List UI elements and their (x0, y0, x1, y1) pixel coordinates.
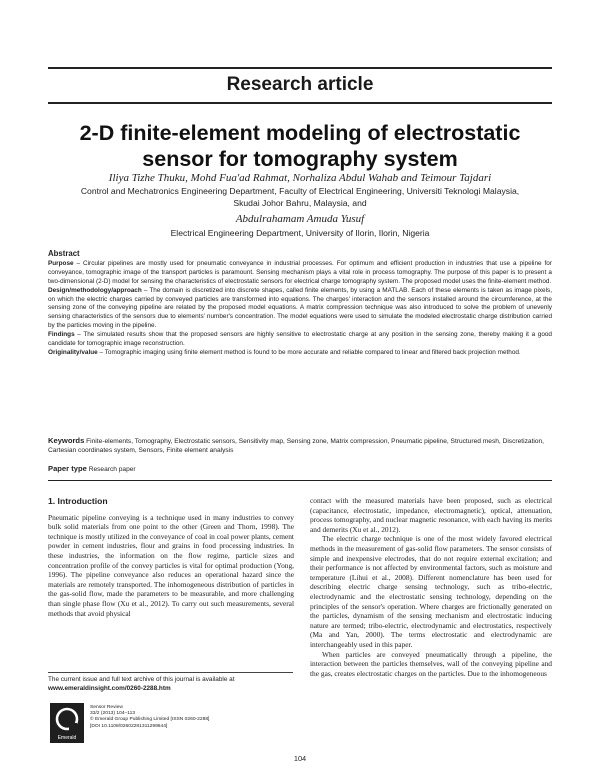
affiliation-2: Electrical Engineering Department, University of Ilorin, Ilorin, Nigeria (170, 228, 430, 238)
footnote-rule (48, 672, 293, 673)
left-column (48, 497, 294, 618)
paper-type-value: Research paper (88, 466, 136, 473)
paper-title (48, 120, 552, 172)
emerald-logo-icon (50, 703, 84, 743)
section-heading: 1. Introduction (48, 496, 108, 506)
journal-info (90, 705, 209, 730)
logo-label: Emerald (57, 735, 77, 741)
originality-label: Originality/value (48, 348, 98, 356)
author-list-2: Abdulrahamam Amuda Yusuf (235, 213, 365, 225)
originality-text: – Tomographic imaging using finite element method is found to be more accurate and reliable compared to linear and filtered back projection method. (97, 348, 521, 356)
title-line-1: 2-D finite-element modeling of electrostatic (79, 121, 521, 145)
footnote (48, 676, 298, 694)
journal-volume: 33/2 (2013) 104–113 (90, 711, 136, 717)
journal-name: Sensor Review (90, 705, 123, 710)
affiliation-1 (70, 185, 530, 209)
emerald-logo (50, 703, 84, 743)
page-number: 104 (293, 754, 307, 763)
intro-paragraph-4: When particles are conveyed pneumatically through a pipeline, the interaction between the particles themselves, wall of the conveying pipeline and the gas, creates electrostatic charges on the particles. Due to the inhomogeneous (310, 649, 552, 678)
section-rule (48, 480, 552, 481)
keywords (48, 436, 552, 456)
right-column (310, 496, 552, 678)
abstract-design (48, 287, 552, 332)
purpose-text: – Circular pipelines are mostly used for pneumatic conveyance in industrial processes. For optimum and efficient production in industries that use a pipeline for conveyance, tomographic image of the transport particles is paramount. Sensing mechanism plays a vital role in process tomography. The purpose of this paper is to present a two-dimensional (2-D) model for sensing the characteristics of electrostatic sensors for electrical charge tomography system. The proposed model uses the finite-element method. (48, 259, 552, 285)
author-list-1: Iliya Tizhe Thuku, Mohd Fua'ad Rahmat, Norhaliza Abdul Wahab and Teimour Tajdari (108, 172, 492, 184)
keywords-text: Finite-elements, Tomography, Electrostatic sensors, Sensitivity map, Sensing zone, Matrix compression, Pneumatic pipeline, Structured mesh, Discretization, Cartesian coordinates system, Sensors, Finite element analysis (48, 438, 544, 455)
abstract-originality (48, 349, 552, 358)
findings-text: – The simulated results show that the proposed sensors are highly sensitive to electrostatic charge at any position in the sensing zone, thereby making it a good candidate for tomographic image reconstruction. (48, 331, 552, 348)
design-text: – The domain is discretized into discrete shapes, called finite elements, by using a MATLAB. Each of these elements is taken as image pixels, on which the electric charges carried by conveyed particles are transformed into equations. The charges' interaction and the sensors installed around the circumference, at the sensing zone of the conveying pipeline are related by the proposed model equations. A matrix compression technique was also introduced to solve the problem of unevenly sensing characteristics of the sensors due to elements' number's concentration. The model equations were used to simulate the modeled electrostatic charge distribution carried by the particles moving in the pipeline. (48, 286, 552, 330)
intro-paragraph-2: contact with the measured materials have been proposed, such as electrical (capacitance, electrostatic, impedance, electromagnetic), optical, attenuation, process tomography, and nuclear magnetic resonance, with each having its merits and demerits (Xu et al., 2012). (310, 496, 552, 534)
purpose-label: Purpose (48, 259, 74, 267)
keywords-label: Keywords (48, 436, 85, 445)
article-type: Research article (226, 74, 374, 95)
journal-doi: [DOI 10.1108/02602281311299644] (90, 723, 168, 729)
title-line-2: sensor for tomography system (142, 147, 458, 171)
abstract-purpose (48, 260, 552, 287)
abstract-findings (48, 331, 552, 349)
abstract-block (48, 250, 552, 358)
design-label: Design/methodology/approach (48, 286, 142, 294)
intro-paragraph-3: The electric charge technique is one of the most widely favored electrical methods in the measurement of gas-solid flow parameters. The sensor consists of simple and inexpensive electrodes, that do not require external excitation; and their performance is not affected by environmental factors, such as moisture and temperature (Lihui et al., 2008). Different nomenclature has been used for describing electric charge sensing technology, such as tribo-electric, electrodynamic and the electrostatic sensing technology, depending on the principles of the sensor's operation. Where charges are frictionally generated on the particles, dynamism of the sensing mechanism and electrostatic inducing nature are termed; tribo-electric, electrodynamic and electrostatics, respectively (Ma and Yan, 2000). The terms electrostatic and electrodynamic are interchangeably used in this paper. (310, 534, 552, 649)
kicker-rule (48, 102, 552, 104)
affiliation-1-line-1: Control and Mechatronics Engineering Department, Faculty of Electrical Engineering, Universiti Teknologi Malaysia, (80, 186, 520, 196)
intro-paragraph-1: Pneumatic pipeline conveying is a technique used in many industries to convey bulk solid materials from one point to the other (Green and Thorn, 1998). The technique is mostly utilized in the conveyance of coal in coal power plants, cement powder in cement industries, flour and grains in food processing industries. In these industries, the information on the flow regime, particle sizes and concentration profile of the convey particles is vital for optimal production (Yong, 1996). The pipeline conveyance also reduces an operational hazard since the materials are remotely transported. The inhomogeneous distribution of particles in the gas-solid flow, made the parameters to be measurable, and more challenging than single phase flow (Xu et al., 2012). To carry out such measurements, several methods that avoid physical (48, 512, 294, 618)
journal-url-link[interactable]: www.emeraldinsight.com/0260-2288.htm (48, 684, 171, 692)
top-rule (48, 67, 552, 69)
paper-type (48, 464, 136, 473)
footnote-text: The current issue and full text archive of this journal is available at (48, 676, 235, 683)
findings-label: Findings (48, 331, 75, 339)
abstract-heading: Abstract (48, 249, 80, 258)
paper-type-label: Paper type (48, 464, 87, 473)
affiliation-1-line-2: Skudai Johor Bahru, Malaysia, and (233, 198, 367, 208)
journal-copyright: © Emerald Group Publishing Limited [ISSN 0260-2288] (90, 717, 210, 723)
